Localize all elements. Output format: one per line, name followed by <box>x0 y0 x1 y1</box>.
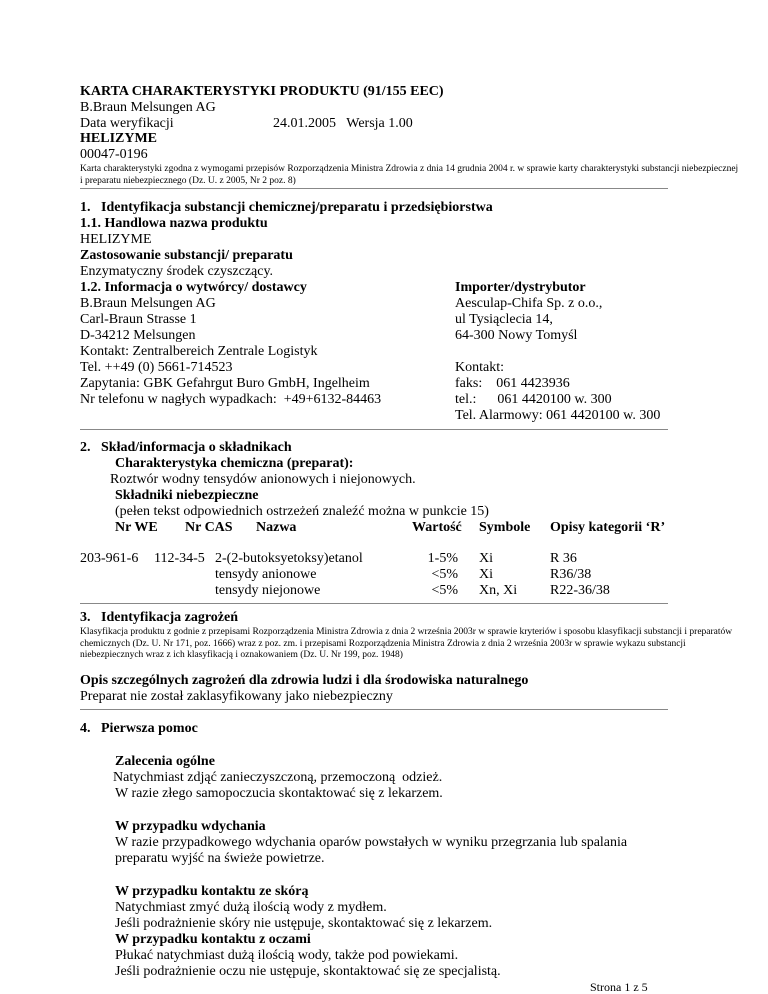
skin-line: Jeśli podrażnienie skóry nie ustępuje, skontaktować się z lekarzem. <box>115 916 493 931</box>
column-header: Symbole <box>479 520 531 535</box>
section-4-heading: 4. Pierwsza pomoc <box>80 721 198 736</box>
contact-line: tel.: 061 4420100 w. 300 <box>455 392 612 407</box>
manufacturer-line: Kontakt: Zentralbereich Zentrale Logistyk <box>80 344 318 359</box>
manufacturer-line: Carl-Braun Strasse 1 <box>80 312 197 327</box>
subheading-1-1: 1.1. Handlowa nazwa produktu <box>80 216 268 231</box>
page-number: Strona 1 z 5 <box>590 980 648 994</box>
cell-name: tensydy anionowe <box>215 567 317 582</box>
importer-line: ul Tysiąclecia 14, <box>455 312 553 327</box>
product-code: 00047-0196 <box>80 147 148 162</box>
verification-value: 24.01.2005 Wersja 1.00 <box>273 116 413 131</box>
cell-r: R36/38 <box>550 567 592 582</box>
manufacturer-line: Nr telefonu w nagłych wypadkach: +49+6132-84463 <box>80 392 382 407</box>
skin-label: W przypadku kontaktu ze skórą <box>115 884 309 899</box>
column-header: Nazwa <box>256 520 297 535</box>
skin-line: Natychmiast zmyć dużą ilością wody z mydłem. <box>115 900 387 915</box>
manufacturer-line: B.Braun Melsungen AG <box>80 296 216 311</box>
hazard-note: (pełen tekst odpowiednich ostrzeżeń znaleźć można w punkcie 15) <box>115 504 489 519</box>
inhalation-line: preparatu wyjść na świeże powietrze. <box>115 851 325 866</box>
inhalation-line: W razie przypadkowego wdychania oparów powstałych w wyniku przegrzania lub spalania <box>115 835 628 850</box>
contact-line: Kontakt: <box>455 360 504 375</box>
usage-value: Enzymatyczny środek czyszczący. <box>80 264 274 279</box>
eye-line: Płukać natychmiast dużą ilością wody, także pod powiekami. <box>115 948 459 963</box>
section-3-heading: 3. Identyfikacja zagrożeń <box>80 610 238 625</box>
general-label: Zalecenia ogólne <box>115 754 215 769</box>
eye-label: W przypadku kontaktu z oczami <box>115 932 311 947</box>
general-line: Natychmiast zdjąć zanieczyszczoną, przemoczoną odzież. <box>113 770 443 785</box>
subheading-1-2: 1.2. Informacja o wytwórcy/ dostawcy <box>80 280 307 295</box>
cell-symbol: Xn, Xi <box>479 583 518 598</box>
section-2-heading: 2. Skład/informacja o składnikach <box>80 440 292 455</box>
divider <box>80 429 668 430</box>
cell-name: tensydy niejonowe <box>215 583 321 598</box>
manufacturer-line: Tel. ++49 (0) 5661-714523 <box>80 360 233 375</box>
cell-symbol: Xi <box>479 567 493 582</box>
chem-label: Charakterystyka chemiczna (preparat): <box>115 456 354 471</box>
company-name: B.Braun Melsungen AG <box>80 100 216 115</box>
column-header: Wartość <box>412 520 462 535</box>
cell-symbol: Xi <box>479 551 493 566</box>
product-name: HELIZYME <box>80 131 158 146</box>
cell-value: <5% <box>431 583 458 598</box>
chem-value: Roztwór wodny tensydów anionowych i niejonowych. <box>110 472 416 487</box>
column-header: Nr WE <box>115 520 158 535</box>
cell-r: R 36 <box>550 551 577 566</box>
hazard-label: Składniki niebezpieczne <box>115 488 259 503</box>
special-hazards-value: Preparat nie został zaklasyfikowany jako niebezpieczny <box>80 689 393 704</box>
general-line: W razie złego samopoczucia skontaktować się z lekarzem. <box>115 786 443 801</box>
cell-we: 203-961-6 <box>80 551 139 566</box>
cell-value: <5% <box>431 567 458 582</box>
cell-cas: 112-34-5 <box>154 551 205 566</box>
verification-label: Data weryfikacji <box>80 116 174 131</box>
document-title: KARTA CHARAKTERYSTYKI PRODUKTU (91/155 EEC) <box>80 84 444 99</box>
manufacturer-line: D-34212 Melsungen <box>80 328 196 343</box>
divider <box>80 188 668 189</box>
section-3-note: Klasyfikacja produktu z godnie z przepisami Rozporządzenia Ministra Zdrowia z dnia 2 września 2003r w sprawie kryteriów i sposobu klasyfikacji substancji i preparatów chemicznych (Dz. U. Nr 171, poz. 1666) wraz z poz. zm. i przepisami Rozporządzenia Ministra Zdrowia z dnia 2 września 2003r w sprawie wykazu substancji niebezpiecznych wraz z ich klasyfikacją i oznakowaniem (Dz. U. Nr 199, poz. 1948) <box>80 627 733 660</box>
divider <box>80 603 668 604</box>
cell-name: 2-(2-butoksyetoksy)etanol <box>215 551 363 566</box>
cell-r: R22-36/38 <box>550 583 610 598</box>
inhalation-label: W przypadku wdychania <box>115 819 266 834</box>
eye-line: Jeśli podrażnienie oczu nie ustępuje, skontaktować się ze specjalistą. <box>115 964 501 979</box>
importer-line: Aesculap-Chifa Sp. z o.o., <box>455 296 603 311</box>
special-hazards-label: Opis szczególnych zagrożeń dla zdrowia ludzi i dla środowiska naturalnego <box>80 673 529 688</box>
contact-line: faks: 061 4423936 <box>455 376 570 391</box>
section-1-heading: 1. Identyfikacja substancji chemicznej/preparatu i przedsiębiorstwa <box>80 200 493 215</box>
header-note: Karta charakterystyki zgodna z wymogami przepisów Rozporządzenia Ministra Zdrowia z dnia 14 grudnia 2004 r. w sprawie karty charakterystyki substancji niebezpiecznej i preparatu niebezpiecznego (Dz. U. z 2005, Nr 2 poz. 8) <box>80 164 739 186</box>
cell-value: 1-5% <box>427 551 458 566</box>
importer-line: 64-300 Nowy Tomyśl <box>455 328 578 343</box>
column-header: Opisy kategorii ‘R’ <box>550 520 666 535</box>
manufacturer-line: Zapytania: GBK Gefahrgut Buro GmbH, Ingelheim <box>80 376 370 391</box>
usage-label: Zastosowanie substancji/ preparatu <box>80 248 293 263</box>
column-header: Nr CAS <box>185 520 233 535</box>
contact-line: Tel. Alarmowy: 061 4420100 w. 300 <box>455 408 661 423</box>
importer-label: Importer/dystrybutor <box>455 280 586 295</box>
divider <box>80 709 668 710</box>
trade-name: HELIZYME <box>80 232 152 247</box>
